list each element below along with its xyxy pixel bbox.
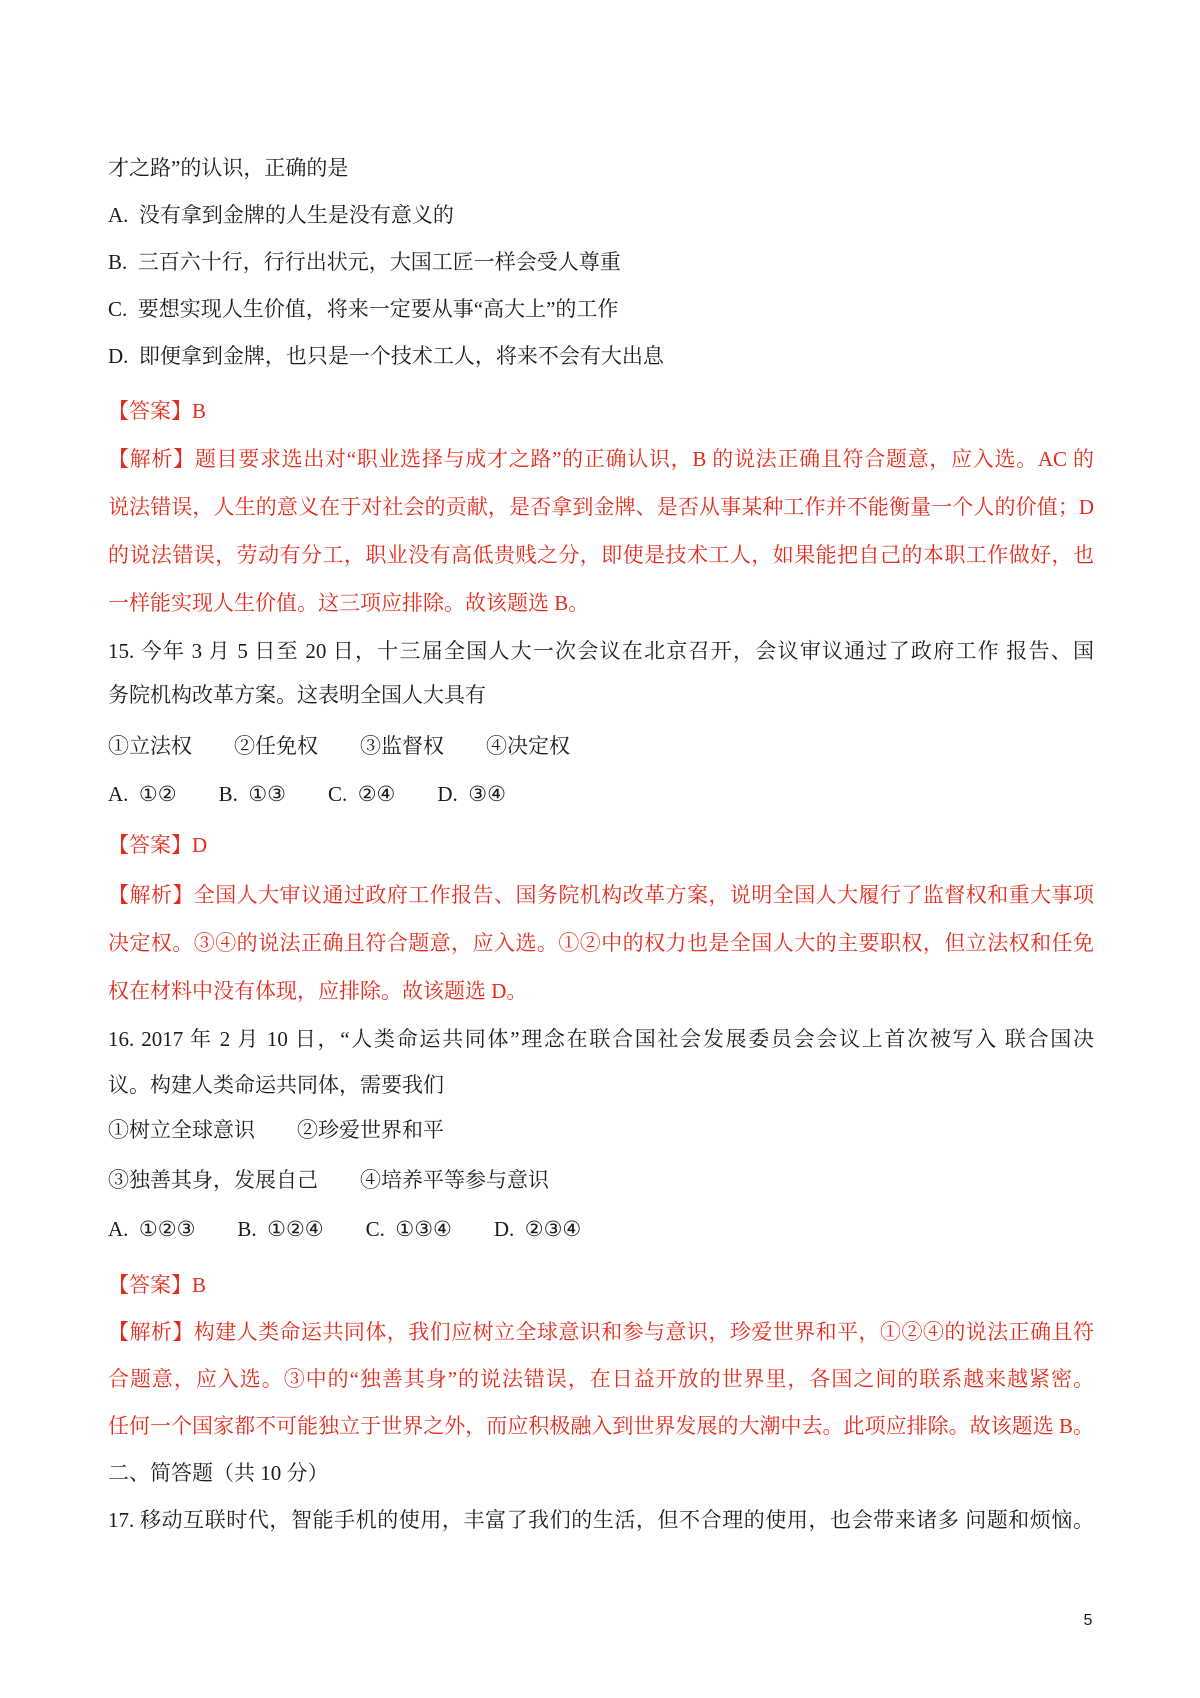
answer-line: 【答案】B <box>108 399 207 423</box>
analysis-line: 【解析】题目要求选出对“职业选择与成才之路”的正确认识，B 的说法正确且符合题意，应入选。AC 的 <box>108 447 1094 471</box>
analysis-line: 决定权。③④的说法正确且符合题意，应入选。①②中的权力也是全国人大的主要职权，但立法权和任免 <box>108 931 1094 955</box>
question-stem-line: 务院机构改革方案。这表明全国人大具有 <box>108 683 486 707</box>
analysis-line: 的说法错误，劳动有分工，职业没有高低贵贱之分，即使是技术工人，如果能把自己的本职工作做好，也 <box>108 543 1094 567</box>
option-items-line: ①树立全球意识 ②珍爱世界和平 <box>108 1118 444 1142</box>
analysis-line: 一样能实现人生价值。这三项应排除。故该题选 B。 <box>108 591 590 615</box>
question-stem-line: 议。构建人类命运共同体，需要我们 <box>108 1073 444 1097</box>
answer-line: 【答案】B <box>108 1273 207 1297</box>
analysis-line: 权在材料中没有体现，应排除。故该题选 D。 <box>108 979 528 1003</box>
question-stem-line: 15. 今年 3 月 5 日至 20 日，十三届全国人大一次会议在北京召开，会议审议通过了政府工作 报告、国 <box>108 639 1094 663</box>
question-stem-line: 17. 移动互联时代，智能手机的使用，丰富了我们的生活，但不合理的使用，也会带来诸多 问题和烦恼。 <box>108 1508 1094 1532</box>
option-line-c: C. 要想实现人生价值，将来一定要从事“高大上”的工作 <box>108 297 619 321</box>
analysis-line: 合题意，应入选。③中的“独善其身”的说法错误，在日益开放的世界里，各国之间的联系越来越紧密。 <box>108 1367 1094 1391</box>
option-choices-line: A. ①②③ B. ①②④ C. ①③④ D. ②③④ <box>108 1217 582 1241</box>
question-stem-line: 16. 2017 年 2 月 10 日，“人类命运共同体”理念在联合国社会发展委员会会议上首次被写入 联合国决 <box>108 1027 1094 1051</box>
question-stem-line: 才之路”的认识，正确的是 <box>108 156 349 180</box>
option-line-b: B. 三百六十行，行行出状元，大国工匠一样会受人尊重 <box>108 250 621 274</box>
answer-line: 【答案】D <box>108 833 208 857</box>
page-number: 5 <box>1083 1612 1093 1629</box>
analysis-line: 说法错误，人生的意义在于对社会的贡献，是否拿到金牌、是否从事某种工作并不能衡量一个人的价值；D <box>108 495 1094 519</box>
section-heading: 二、简答题（共 10 分） <box>108 1461 329 1485</box>
option-choices-line: A. ①② B. ①③ C. ②④ D. ③④ <box>108 782 506 806</box>
option-items-line: ①立法权 ②任免权 ③监督权 ④决定权 <box>108 734 570 758</box>
analysis-line: 【解析】构建人类命运共同体，我们应树立全球意识和参与意识，珍爱世界和平，①②④的说法正确且符 <box>108 1320 1094 1344</box>
option-line-a: A. 没有拿到金牌的人生是没有意义的 <box>108 203 454 227</box>
option-line-d: D. 即便拿到金牌，也只是一个技术工人，将来不会有大出息 <box>108 344 664 368</box>
analysis-line: 【解析】全国人大审议通过政府工作报告、国务院机构改革方案，说明全国人大履行了监督权和重大事项 <box>108 883 1094 907</box>
analysis-line: 任何一个国家都不可能独立于世界之外，而应积极融入到世界发展的大潮中去。此项应排除。故该题选 B。 <box>108 1414 1094 1438</box>
option-items-line: ③独善其身，发展自己 ④培养平等参与意识 <box>108 1168 549 1192</box>
